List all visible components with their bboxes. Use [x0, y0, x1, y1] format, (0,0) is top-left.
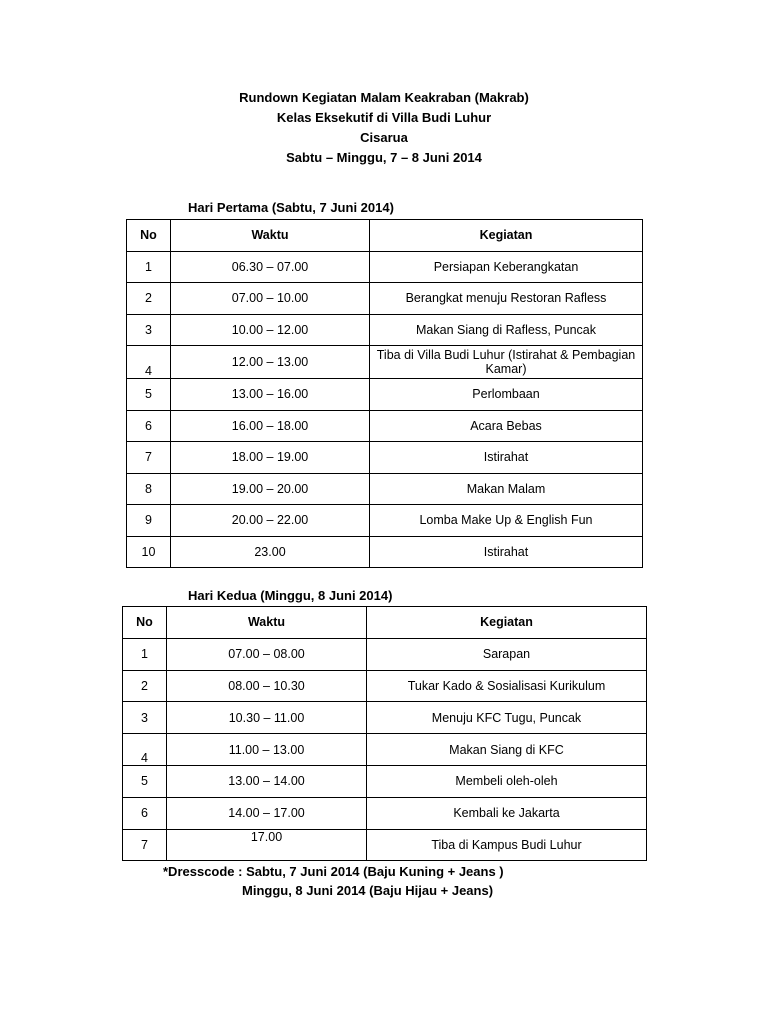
- row-activity: Berangkat menuju Restoran Rafless: [370, 283, 643, 315]
- table-row: [123, 829, 647, 861]
- row-time: 19.00 – 20.00: [171, 473, 370, 505]
- row-no: 2: [127, 283, 171, 315]
- document-title: [0, 88, 768, 168]
- row-activity: Makan Siang di Rafless, Puncak: [370, 314, 643, 346]
- row-activity: Lomba Make Up & English Fun: [370, 505, 643, 537]
- table-row: [127, 410, 643, 442]
- row-no: 9: [127, 505, 171, 537]
- table-row: [123, 670, 647, 702]
- table-row: [127, 346, 643, 379]
- row-activity: Menuju KFC Tugu, Puncak: [367, 702, 647, 734]
- table-row: [123, 734, 647, 766]
- row-time: 10.30 – 11.00: [167, 702, 367, 734]
- row-time: 23.00: [171, 536, 370, 568]
- table-row: [127, 536, 643, 568]
- table-row: [127, 251, 643, 283]
- table-header-row: [123, 607, 647, 639]
- table-row: [123, 765, 647, 797]
- row-activity: Istirahat: [370, 536, 643, 568]
- row-activity: Tukar Kado & Sosialisasi Kurikulum: [367, 670, 647, 702]
- title-line-4: Sabtu – Minggu, 7 – 8 Juni 2014: [286, 150, 482, 165]
- row-activity: Persiapan Keberangkatan: [370, 251, 643, 283]
- row-no: 6: [127, 410, 171, 442]
- column-header-no: No: [123, 607, 167, 639]
- row-no: 2: [123, 670, 167, 702]
- table-row: [127, 473, 643, 505]
- row-time: 18.00 – 19.00: [171, 442, 370, 474]
- column-header-time: Waktu: [167, 607, 367, 639]
- row-activity: Tiba di Kampus Budi Luhur: [367, 829, 647, 861]
- column-header-time: Waktu: [171, 220, 370, 252]
- column-header-no: No: [127, 220, 171, 252]
- row-activity: Makan Malam: [370, 473, 643, 505]
- table-row: [127, 283, 643, 315]
- row-time: 11.00 – 13.00: [167, 734, 367, 766]
- row-no: 6: [123, 797, 167, 829]
- day2-schedule-table: [122, 606, 647, 861]
- table-header-row: [127, 220, 643, 252]
- row-activity: Acara Bebas: [370, 410, 643, 442]
- row-activity: Perlombaan: [370, 379, 643, 411]
- row-no: 5: [127, 379, 171, 411]
- row-time: 08.00 – 10.30: [167, 670, 367, 702]
- row-time: 07.00 – 10.00: [171, 283, 370, 315]
- row-time: 06.30 – 07.00: [171, 251, 370, 283]
- row-activity: Istirahat: [370, 442, 643, 474]
- row-time: 13.00 – 14.00: [167, 765, 367, 797]
- table-row: [123, 797, 647, 829]
- row-no: 8: [127, 473, 171, 505]
- row-no: 3: [123, 702, 167, 734]
- column-header-activity: Kegiatan: [367, 607, 647, 639]
- row-time: 07.00 – 08.00: [167, 638, 367, 670]
- row-time: 13.00 – 16.00: [171, 379, 370, 411]
- row-no: 4: [123, 734, 167, 766]
- dresscode-line-1: *Dresscode : Sabtu, 7 Juni 2014 (Baju Kuning + Jeans ): [163, 864, 504, 879]
- day2-heading: Hari Kedua (Minggu, 8 Juni 2014): [188, 588, 393, 603]
- table-row: [127, 505, 643, 537]
- row-activity: Membeli oleh-oleh: [367, 765, 647, 797]
- title-line-3: Cisarua: [360, 130, 408, 145]
- row-time: 20.00 – 22.00: [171, 505, 370, 537]
- table-row: [123, 638, 647, 670]
- row-no: 10: [127, 536, 171, 568]
- row-no: 1: [127, 251, 171, 283]
- dresscode-line-2: Minggu, 8 Juni 2014 (Baju Hijau + Jeans): [242, 883, 494, 898]
- row-activity: Kembali ke Jakarta: [367, 797, 647, 829]
- row-activity: Sarapan: [367, 638, 647, 670]
- row-time: 12.00 – 13.00: [171, 346, 370, 379]
- row-time: 10.00 – 12.00: [171, 314, 370, 346]
- row-no: 7: [123, 829, 167, 861]
- column-header-activity: Kegiatan: [370, 220, 643, 252]
- day1-heading: Hari Pertama (Sabtu, 7 Juni 2014): [188, 200, 394, 215]
- table-row: [127, 379, 643, 411]
- row-time: 14.00 – 17.00: [167, 797, 367, 829]
- row-no: 5: [123, 765, 167, 797]
- row-no: 7: [127, 442, 171, 474]
- row-no: 4: [127, 346, 171, 379]
- title-line-2: Kelas Eksekutif di Villa Budi Luhur: [276, 110, 492, 125]
- table-row: [127, 314, 643, 346]
- table-row: [123, 702, 647, 734]
- row-activity: Makan Siang di KFC: [367, 734, 647, 766]
- row-time: 17.00: [167, 829, 367, 861]
- row-no: 1: [123, 638, 167, 670]
- row-time: 16.00 – 18.00: [171, 410, 370, 442]
- row-no: 3: [127, 314, 171, 346]
- day1-schedule-table: [126, 219, 643, 568]
- title-line-1: Rundown Kegiatan Malam Keakraban (Makrab): [239, 90, 529, 105]
- row-activity: Tiba di Villa Budi Luhur (Istirahat & Pembagian Kamar): [370, 346, 643, 379]
- table-row: [127, 442, 643, 474]
